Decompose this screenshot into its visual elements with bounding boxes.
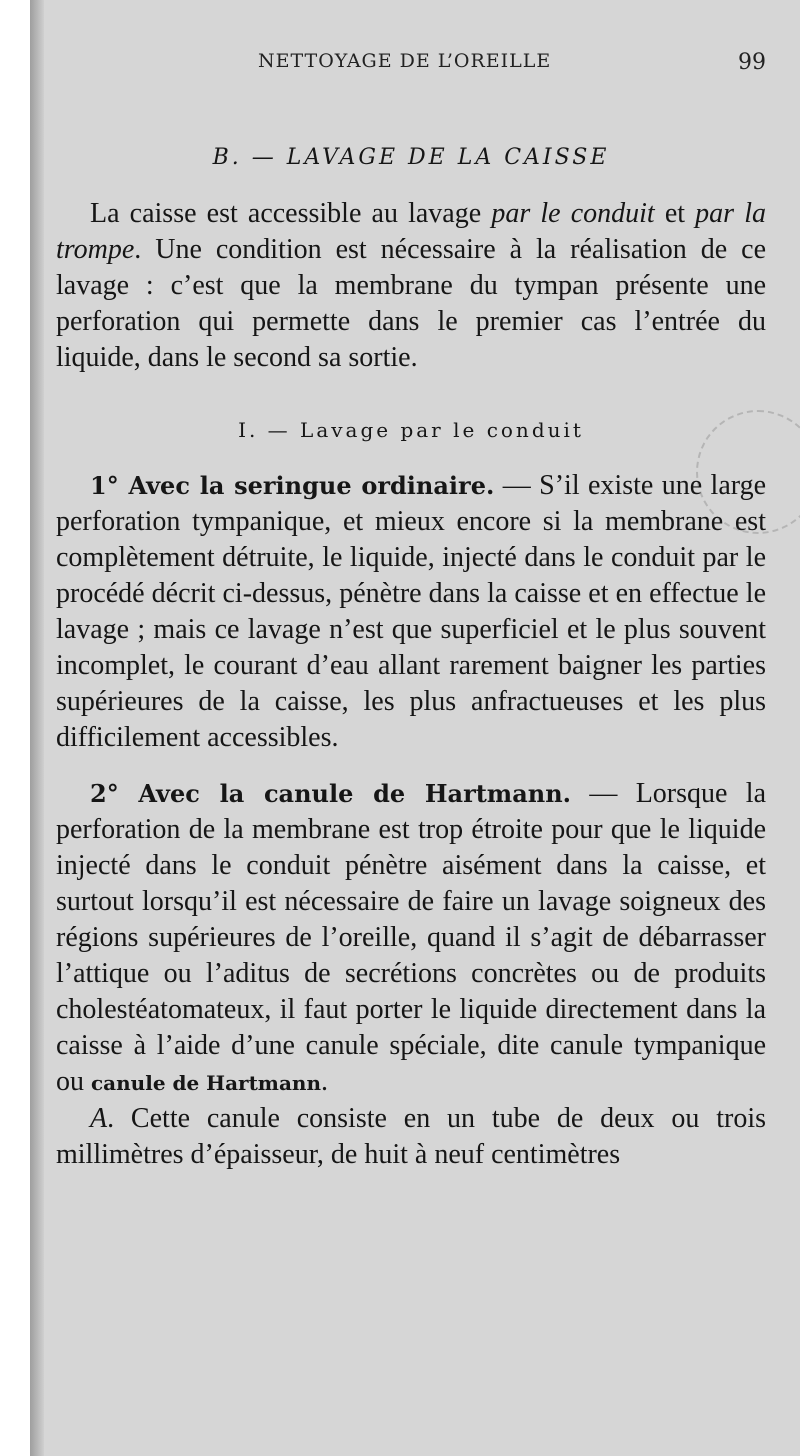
- intro-italic-conduit: par le conduit: [491, 198, 655, 229]
- intro-text-b: et: [654, 198, 696, 229]
- intro-text-a: La caisse est accessible au lavage: [90, 198, 492, 229]
- paragraph-a: [56, 1101, 766, 1173]
- paragraph-hartmann: [56, 776, 766, 1101]
- text-hartmann-end: .: [321, 1066, 329, 1097]
- intro-paragraph: [56, 196, 766, 376]
- spacer: [56, 376, 766, 412]
- text-hartmann: — Lorsque la perforation de la membrane est trop étroite pour que le liquide injecté dans le conduit pénètre aisément dans la caisse, et surtout lorsqu’il est nécessaire de faire un lavage soigneux des régions supérieures de l’oreille, quand il s’agit de débarrasser l’attique ou l’aditus de secrétions concrètes ou de produits cholestéatomateux, il faut porter le liquide directement dans la caisse à l’aide d’une canule spéciale, dite canule tympanique ou: [56, 778, 766, 1097]
- intro-italic-trompe: par la trompe: [56, 198, 766, 265]
- heading-hartmann: 2° Avec la canule de Hartmann.: [90, 779, 571, 808]
- text-seringue: — S’il existe une large perforation tympanique, et mieux encore si la membrane est complètement détruite, le liquide, injecté dans le conduit par le procédé décrit ci-dessus, pénètre dans la caisse et en effectue le lavage ; mais ce lavage n’est que superficiel et le plus souvent incomplet, le courant d’eau allant rarement baigner les parties supérieures de la caisse, les plus anfractueuses et les plus difficilement accessibles.: [56, 470, 766, 753]
- subsection-title: I. — Lavage par le conduit: [238, 418, 584, 442]
- scanned-page: [30, 0, 800, 1456]
- section-title: B. — LAVAGE DE LA CAISSE: [212, 145, 610, 170]
- paragraph-seringue: [56, 468, 766, 756]
- page-number: 99: [738, 50, 766, 75]
- label-a: A: [90, 1103, 108, 1134]
- body-text: [56, 140, 766, 1173]
- spacer: [56, 756, 766, 776]
- intro-text-c: . Une condition est nécessaire à la réalisation de ce lavage : c’est que la membrane du tympan présente une perforation qui permette dans le premier cas l’entrée du liquide, dans le second sa sortie.: [56, 234, 766, 373]
- text-a: . Cette canule consiste en un tube de deux ou trois millimètres d’épaisseur, de huit à neuf centimètres: [56, 1103, 766, 1170]
- heading-seringue: 1° Avec la seringue ordinaire.: [90, 471, 495, 500]
- page-edge-shadow: [30, 0, 44, 1456]
- bold-canule-hartmann: canule de Hartmann: [91, 1071, 322, 1095]
- running-title: NETTOYAGE DE L’OREILLE: [258, 50, 552, 72]
